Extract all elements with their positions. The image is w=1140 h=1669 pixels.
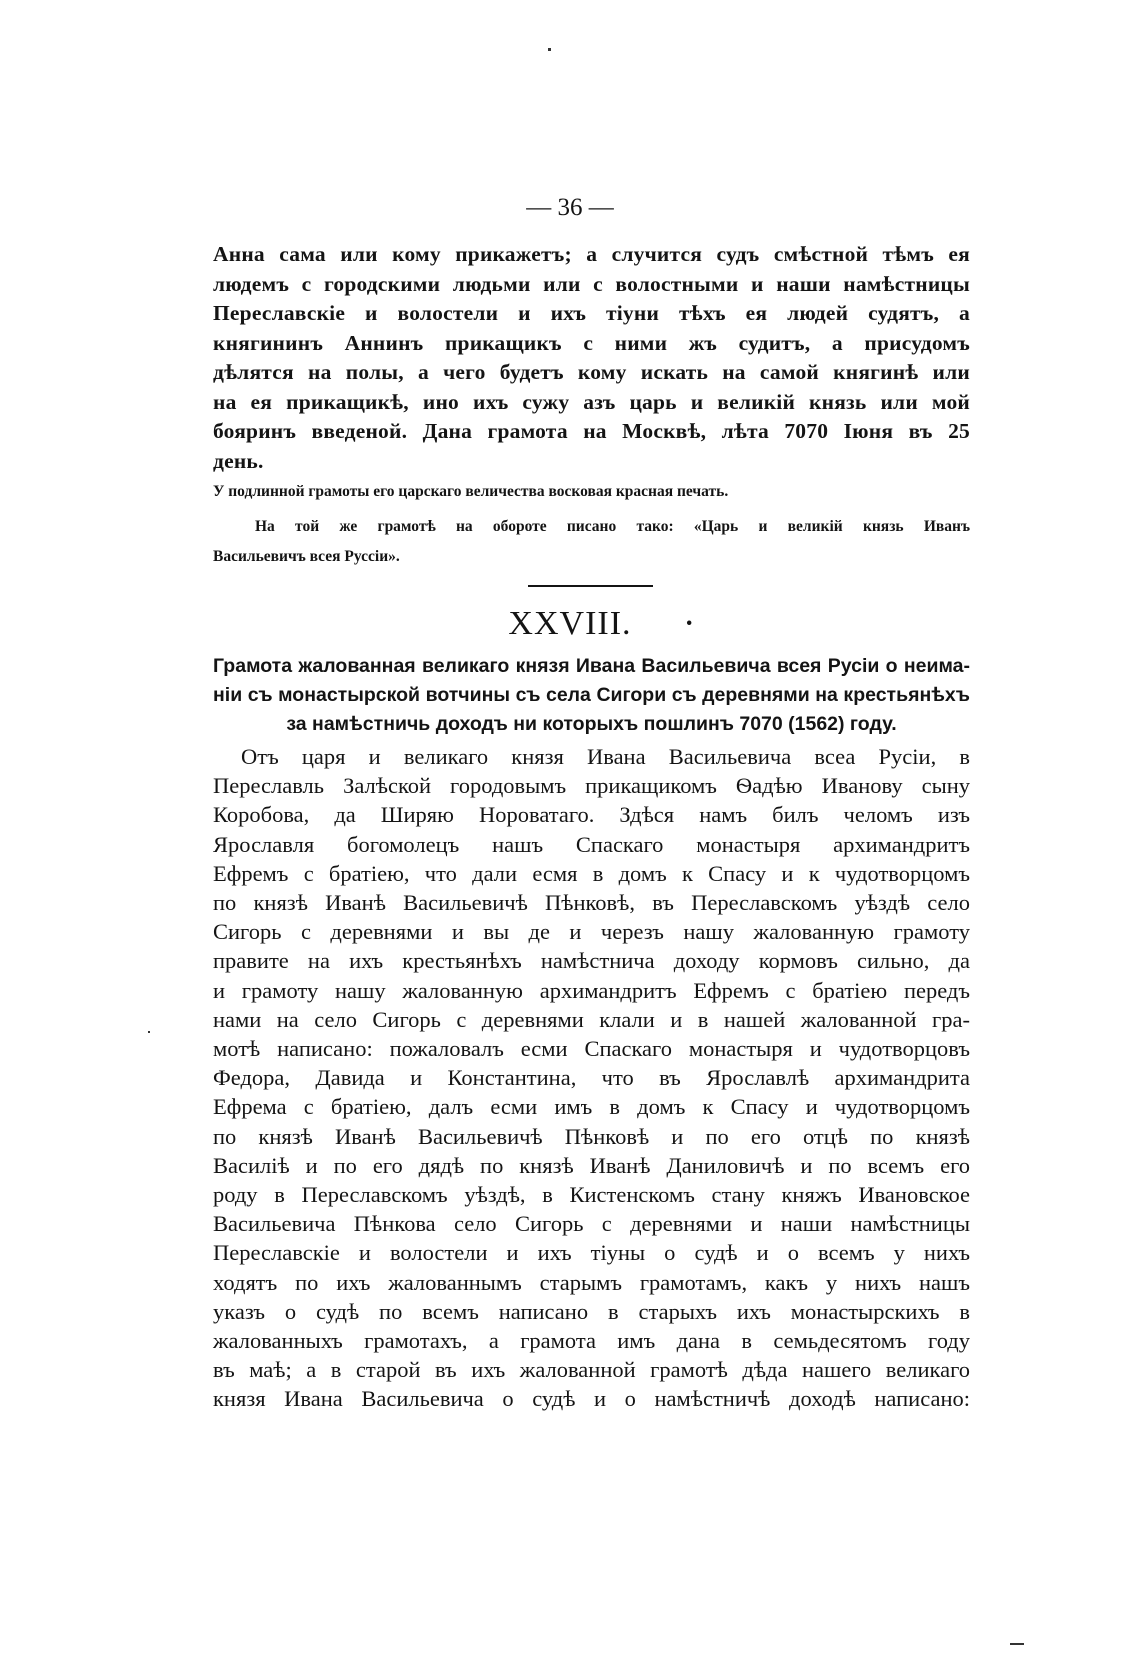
text-line: ходятъ по ихъ жалованнымъ старымъ грамотамъ, какъ у нихъ нашъ [213,1269,970,1295]
section-number: XXVIII. [508,605,632,642]
charter-text [213,742,970,1414]
text-line: Федора, Давида и Константина, что въ Ярославлѣ архимандрита [213,1065,970,1091]
note-line: Васильевичъ всея Руссіи». [213,548,400,565]
section-title [213,652,970,739]
note-line: На той же грамотѣ на обороте писано тако: «Царь и великій князь Иванъ [255,518,970,535]
section-divider [528,585,653,587]
text-line: и грамоту нашу жалованную архимандритъ Ефремъ с братіею передъ [213,977,970,1003]
title-line: ніи съ монастырской вотчины съ села Сигори съ деревнями на крестьянѣхъ [213,684,970,706]
text-line: княгининъ Аннинъ прикащикъ с ними жъ судитъ, а присудомъ [213,330,970,355]
text-line: нами на село Сигорь с деревнями клали и в нашей жалованной гра- [213,1006,970,1032]
text-line: Переславскіе и волостели и ихъ тіуны о судѣ и о всемъ у нихъ [213,1240,970,1266]
text-line: Сигорь с деревнями и вы де и черезъ нашу жалованную грамоту [213,919,970,945]
title-line: за намѣстничь доходъ ни которыхъ пошлинъ 7070 (1562) году. [286,713,897,735]
text-line: Анна сама или кому прикажетъ; а случится судъ смѣстной тѣмъ ея [213,242,970,266]
text-line: Василіѣ и по его дядѣ по князѣ Иванѣ Даниловичѣ и по всемъ его [213,1152,970,1178]
text-line: мотѣ написано: пожаловалъ есми Спаскаго монастыря и чудотворцовъ [213,1036,970,1062]
seal-note: У подлинной грамоты его царскаго величества восковая красная печать. [213,483,729,500]
text-line: князя Ивана Васильевича о судѣ и о намѣстничѣ доходѣ написано: [213,1386,970,1412]
text-line: бояринъ введеной. Дана грамота на Москвѣ, лѣта 7070 Іюня въ 25 [213,419,970,443]
text-line: въ маѣ; а в старой въ ихъ жалованной грамотѣ дѣда нашего великаго [213,1357,970,1383]
text-line: день. [213,448,264,473]
text-line: на ея прикащикѣ, ино ихъ сужу азъ царь и великій князь или мой [213,389,970,414]
text-line: Отъ царя и великаго князя Ивана Васильевича всеа Русіи, в [241,744,970,769]
text-line: Коробова, да Ширяю Нороватаго. Здѣся намъ билъ челомъ изъ [213,802,970,828]
text-line: жалованныхъ грамотахъ, а грамота имъ дана в семьдесятомъ году [213,1328,970,1354]
text-line: Ярославля богомолецъ нашъ Спаскаго монастыря архимандритъ [213,831,970,857]
text-line: людемъ с городскими людьми или с волостными и наши намѣстницы [213,271,970,296]
scan-speck [1010,1643,1024,1645]
section-mark: · [685,608,694,637]
text-line: дѣлятся на полы, а чего будетъ кому искать на самой княгинѣ или [213,360,970,384]
text-line: правите на ихъ крестьянѣхъ намѣстнича доходу кормовъ сильно, да [213,948,970,974]
scan-speck [148,1031,150,1033]
text-line: по князѣ Иванѣ Васильевичѣ Пѣнковѣ, въ Переславскомъ уѣздѣ село [213,890,970,916]
text-line: Васильевича Пѣнкова село Сигорь с деревнями и наши намѣстницы [213,1211,970,1237]
page-number: — 36 — [526,194,614,221]
text-line: указъ о судѣ по всемъ написано в старыхъ ихъ монастырскихъ в [213,1298,970,1324]
text-line: Переславль Залѣской городовымъ прикащикомъ Ѳадѣю Иванову сыну [213,773,970,799]
text-line: роду в Переславскомъ уѣздѣ, в Кистенскомъ стану княжъ Ивановское [213,1182,970,1208]
text-line: Переславскіе и волостели и ихъ тіуни тѣхъ ея людей судятъ, а [213,301,970,325]
continued-text [213,240,970,476]
reverse-note [213,512,970,572]
text-line: Ефрема с братіею, далъ есми имъ в домъ к Спасу и чудотворцомъ [213,1094,970,1120]
scan-speck [548,48,551,51]
text-line: Ефремъ с братіею, что дали есмя в домъ к Спасу и к чудотворцомъ [213,860,970,886]
title-line: Грамота жалованная великаго князя Ивана Васильевича всея Русіи о неима- [213,655,970,677]
text-line: по князѣ Иванѣ Васильевичѣ Пѣнковѣ и по его отцѣ по князѣ [213,1123,970,1149]
